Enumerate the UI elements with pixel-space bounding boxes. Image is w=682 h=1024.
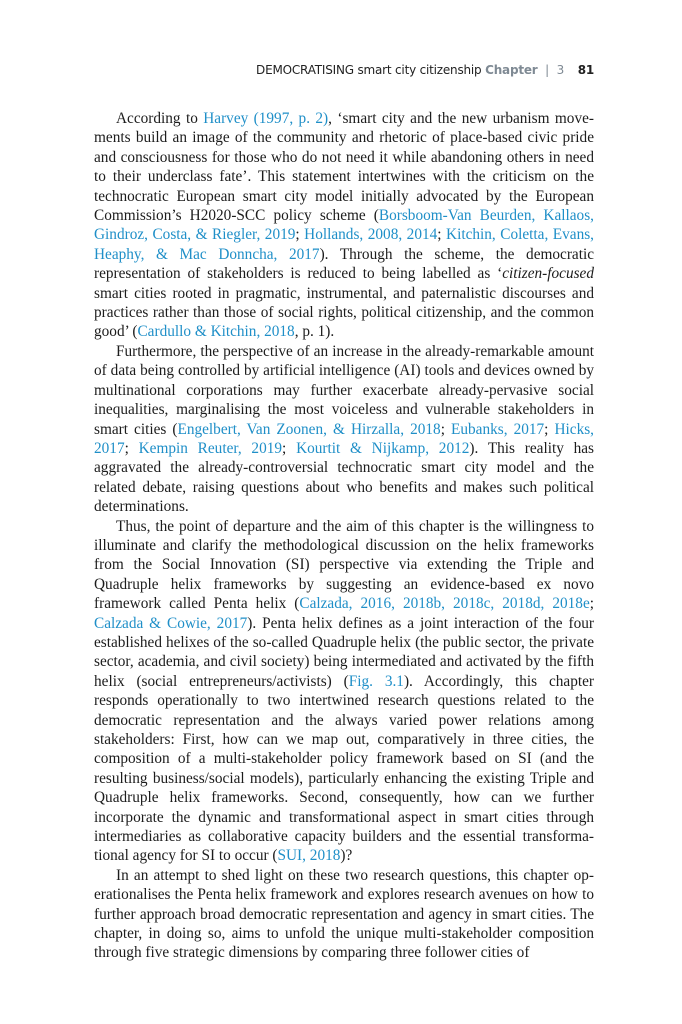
citation-link[interactable]: Kourtit & Nijkamp, 2012 bbox=[296, 439, 470, 457]
citation-link[interactable]: Engelbert, Van Zoonen, & Hirzalla, 2018 bbox=[177, 420, 441, 438]
paragraph bbox=[94, 517, 594, 866]
text-run: ; bbox=[589, 595, 594, 613]
text-run: , p. 1). bbox=[294, 323, 335, 341]
chapter-label: Chapter bbox=[485, 63, 538, 77]
citation-link[interactable]: Cardullo & Kitchin, 2018 bbox=[137, 323, 295, 341]
text-run: Furthermore, the perspective of an increase in the already-remarkable amount of data being controlled by artificial intelligence (AI) tools and devices owned by multinational corporations may further exacerbate already-pervasive social inequalities, marginalising the most voiceless and vulnerable stakeholders in smart cities ( bbox=[94, 342, 594, 438]
text-run: ; bbox=[295, 226, 305, 244]
citation-link[interactable]: SUI, 2018 bbox=[277, 847, 341, 865]
paragraph bbox=[94, 109, 594, 342]
paragraph bbox=[94, 866, 594, 963]
text-run: Thus, the point of departure and the aim of this chapter is the willingness to illuminate and clarify the methodological discussion on the helix frameworks from the Social Innovation (SI) perspective via extending the Triple and Quadruple helix frameworks by suggesting an evidence-based ex novo framework called Penta helix ( bbox=[94, 517, 594, 613]
citation-link[interactable]: Eubanks, 2017 bbox=[451, 420, 545, 438]
citation-link[interactable]: Hollands, 2008, 2014 bbox=[304, 226, 438, 244]
text-run: smart cities rooted in pragmatic, instrumental, and paternalistic discourses and practices rather than those of social rights, political citizenship, and the common good’ ( bbox=[94, 284, 594, 341]
emphasis-text: citizen-focused bbox=[502, 265, 594, 283]
citation-link[interactable]: Calzada & Cowie, 2017 bbox=[94, 614, 248, 632]
citation-link[interactable]: Hicks, 2017 bbox=[94, 420, 594, 457]
text-run: In an attempt to shed light on these two research questions, this chapter operationalises the Penta helix framework and explores research avenues on how to further approach broad democratic representation and agency in smart cities. The chapter, in doing so, aims to unfold the unique multi-stakeholder composition through five strategic dimensions by comparing three follower cities of bbox=[94, 866, 594, 962]
text-run: ; bbox=[124, 439, 139, 457]
citation-link[interactable]: Borsboom-Van Beurden, Kallaos, Gindroz, Costa, & Riegler, 2019 bbox=[94, 207, 594, 244]
text-run: ; bbox=[544, 420, 555, 438]
chapter-number: 3 bbox=[556, 63, 565, 77]
page-number: 81 bbox=[577, 63, 594, 77]
text-run: ; bbox=[440, 420, 452, 438]
running-head bbox=[94, 63, 594, 77]
running-head-separator: | bbox=[545, 63, 549, 77]
text-run: , ‘smart city and the new urbanism movements build an image of the community and rhetoric of place-based civic pride and consciousness for those who do not need it while abandoning others in need to their underclass fate’. This statement intertwines with the criticism on the technocratic European smart city model initially advocated by the European Commission’s H2020-SCC policy scheme ( bbox=[94, 110, 594, 225]
text-run: )? bbox=[340, 847, 353, 865]
citation-link[interactable]: Kitchin, Coletta, Evans, Heaphy, & Mac Donncha, 2017 bbox=[94, 226, 594, 263]
citation-link[interactable]: Kempin Reuter, 2019 bbox=[138, 439, 283, 457]
citation-link[interactable]: Harvey (1997, p. 2) bbox=[203, 110, 329, 127]
citation-link[interactable]: Calzada, 2016, 2018b, 2018c, 2018d, 2018e bbox=[299, 595, 590, 613]
text-run: ; bbox=[437, 226, 447, 244]
text-run: ; bbox=[282, 439, 297, 457]
text-run: According to bbox=[116, 110, 204, 127]
text-run: ). Penta helix defines as a joint interaction of the four established helixes of the so-called Quadruple helix (the public sector, the private sector, academia, and civil society) being intermediated and activated by the fifth helix (social entrepreneurs/activists) ( bbox=[94, 614, 594, 690]
citation-link[interactable]: Fig. 3.1 bbox=[348, 672, 404, 690]
paragraph bbox=[94, 342, 594, 517]
running-head-title: DEMOCRATISING smart city citizenship bbox=[256, 63, 482, 77]
text-run: ). Accordingly, this chapter responds operationally to two intertwined research questions related to the democratic representation and the always varied power relations among stakeholders: First, how can we map out, comparatively in three cities, the composition of a multi-stakeholder policy framework based on SI (and the resulting business/social models), particularly enhancing the existing Triple and Quadruple helix frameworks. Second, consequently, how can we further incorporate the dynamic and transformational aspect in smart cities through intermediaries as collaborative capacity builders and the essential transformational agency for SI to occur ( bbox=[94, 672, 594, 865]
text-run: ). This reality has aggravated the already-controversial technocratic smart city model and the related debate, raising questions about who benefits and makes such political determinations. bbox=[94, 439, 595, 516]
text-run: ). Through the scheme, the democratic representation of stakeholders is reduced to being labelled as ‘ bbox=[94, 245, 594, 283]
body-text bbox=[94, 109, 594, 963]
